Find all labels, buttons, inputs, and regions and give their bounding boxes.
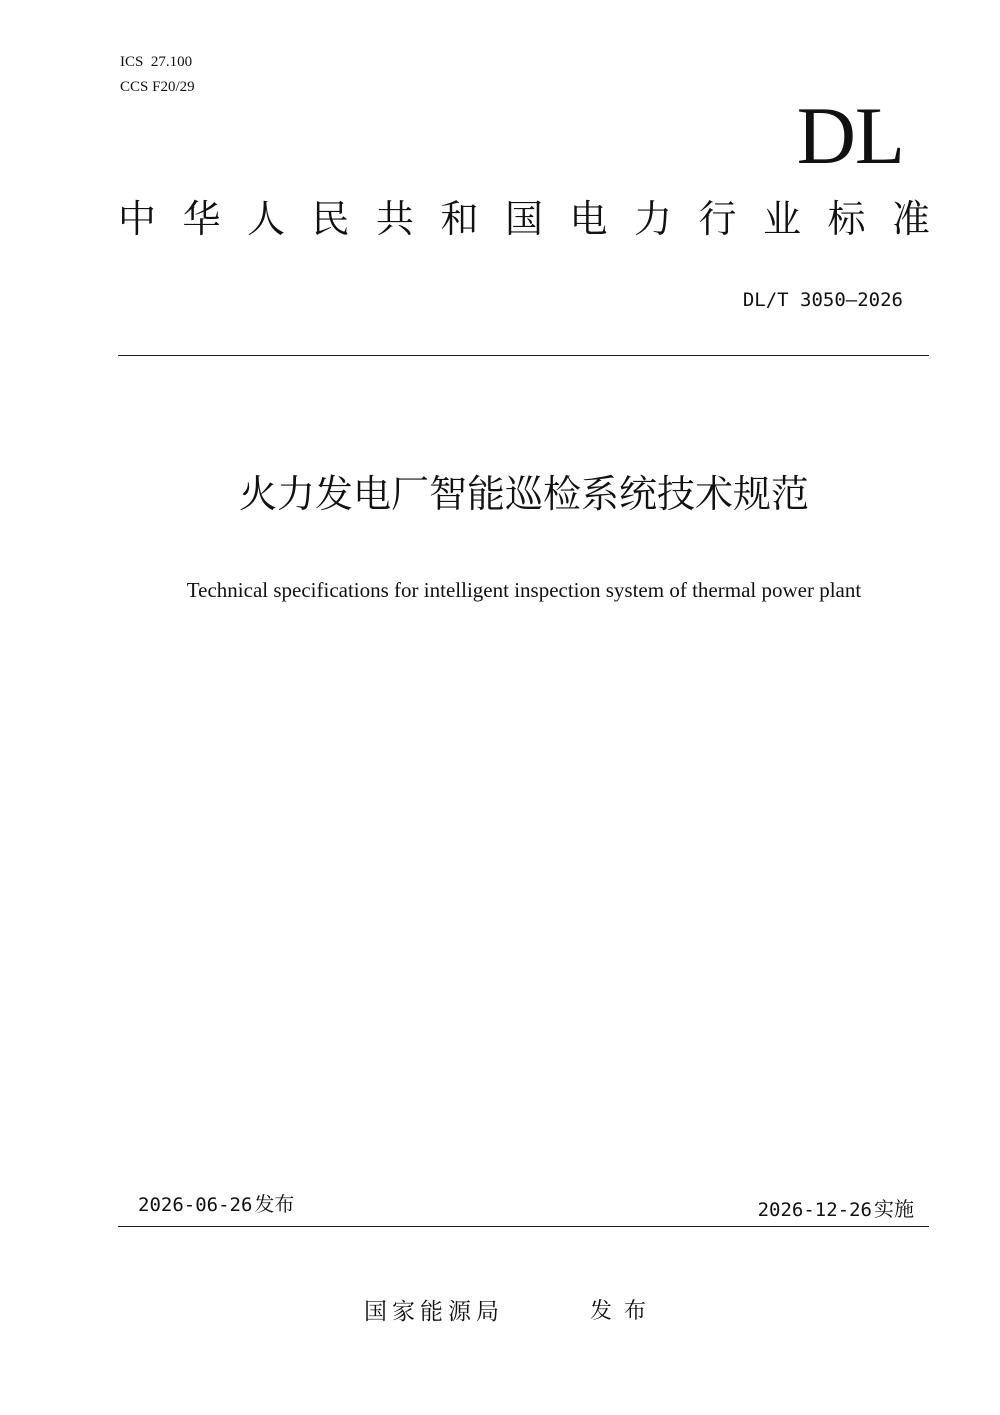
industry-standard-title: 中华人民共和国电力行业标准 [118,197,957,241]
ccs-code: CCS F20/29 [120,79,195,95]
standard-number: DL/T 3050—2026 [742,289,903,311]
issue-date-value: 2026-06-26 [138,1194,253,1216]
document-title-english: Technical specifications for intelligent inspection system of thermal power plant [186,578,862,602]
ics-code: ICS 27.100 [120,54,193,70]
document-title-chinese: 火力发电厂智能巡检系统技术规范 [238,472,809,516]
issue-date [138,1190,294,1219]
standard-mark: DL [796,90,904,181]
publisher-name: 国家能源局 [364,1299,504,1325]
issue-date-label: 发布 [254,1192,295,1216]
effective-date-value: 2026-12-26 [757,1199,872,1221]
bottom-divider [118,1226,929,1227]
effective-date [758,1195,914,1224]
publish-label: 发布 [590,1299,659,1324]
effective-date-label: 实施 [874,1197,914,1221]
top-divider [118,355,929,356]
